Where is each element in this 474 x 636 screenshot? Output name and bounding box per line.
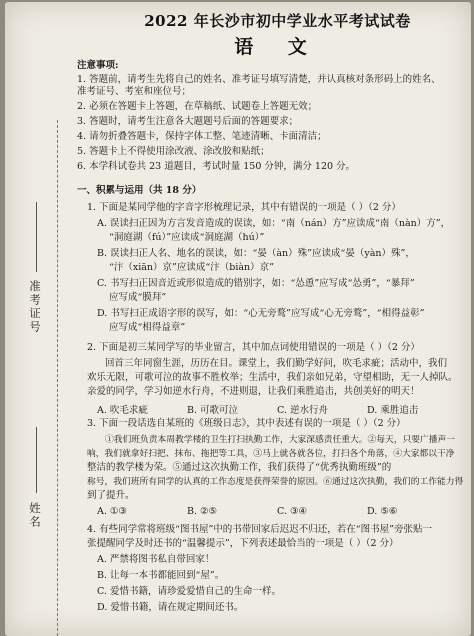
option-a-cont: “洞庭湖（fú）”应读成“洞庭湖（hú）”: [109, 232, 265, 243]
passage-line: ①我们班负责本周教学楼的卫生打扫执勤工作，大家深感责任重大。②每天，只要广播声一: [105, 435, 455, 445]
notice-line: 5. 答题卡上不得使用涂改液、涂改胶和贴纸；: [77, 146, 270, 157]
option-a: A. 误读扫正因为方言发音造成的误读，如：“南（nán）方”应读成“南（nàn）方”，: [97, 218, 451, 229]
passage-line: 亲爱的同学，学习如逆水行舟，不进则退，让我们乘胜追击，共创美好的明天！: [87, 386, 420, 397]
option-d: D. 乘胜追击: [367, 405, 419, 416]
exam-paper: [5, 2, 471, 636]
option-c: C. 爱惜书籍，请珍爱爱惜自己的生命一样。: [97, 586, 281, 597]
passage-line: 欢乐无限，可歌可泣的故事不胜枚举；生活中，我们亲如兄弟，守望相助，无一人掉队。: [87, 372, 458, 383]
notice-line: 6. 本学科试卷共 23 道题目，考试时量 150 分钟，满分 120 分。: [77, 161, 356, 172]
passage-line: 整洁的教学楼为荣。⑤通过这次执勤工作，我们获得了“优秀执勤班级”的: [87, 462, 392, 473]
question-stem: 3. 下面一段话选自某班的《班级日志》，其中表述有误的一项是（ ）（2 分）: [87, 418, 406, 429]
passage-line: 响，我们就拿好扫把、抹布、拖把等工具，③马上就各就各位，打扫各个角落，④大家都以干净: [87, 449, 455, 459]
passage-line: 到了提升。: [87, 490, 135, 501]
binding-line: [57, 120, 58, 636]
option-d: D. 爱惜书籍，请在规定期间还书。: [97, 602, 244, 613]
option-b: B. ②⑤: [187, 506, 218, 517]
name-field: [36, 427, 37, 493]
notice-heading: 注意事项:: [77, 60, 119, 71]
passage-line: 回首三年同窗生涯，历历在目。课堂上，我们勤学好问，吹毛求疵；活动中，我们: [105, 358, 448, 369]
exam-number-label: 准考证号: [28, 280, 42, 334]
notice-line: 4. 请勿折叠答题卡，保持字体工整、笔迹清晰、卡面清洁；: [77, 131, 327, 142]
question-stem: 4. 有些同学常将班级“图书屋”中的书带回家后迟迟不归还，若在“图书屋”旁张贴一: [87, 524, 433, 535]
option-d: D. 书写扫正成语字形的误写，如：“心无旁鹜”应写成“心无旁鹜”，“相得益彰”: [97, 308, 425, 319]
option-a: A. 严禁将图书私自带回家！: [97, 554, 215, 565]
option-c: C. 书写扫正因音近或形似造成的错别字，如：“怂恿”应写成“怂勇”，“暴拜”: [97, 278, 415, 289]
option-b: B. 误读扫正人名、地名的误读，如：“晏（àn）殊”应读成“晏（yàn）殊”，: [97, 248, 415, 259]
exam-title: 2022 年长沙市初中学业水平考试试卷: [144, 12, 411, 30]
question-stem-cont: 张提醒同学及时还书的“温馨提示”，下列表述最恰当的一项是（ ）（2 分）: [87, 538, 399, 549]
exam-number-field: [36, 202, 37, 272]
notice-line: 3. 答题时，请考生注意各大题题号后面的答题要求；: [77, 116, 299, 127]
option-b-cont: “汴（xiān）京”应读成“汴（biàn）京”: [109, 262, 275, 273]
option-a: A. 吹毛求疵: [97, 405, 148, 416]
option-d-cont: 应写成“相得益章”: [109, 322, 186, 333]
option-b: B. 可歌可泣: [187, 405, 239, 416]
option-c-cont: 应写成“膜拜”: [109, 292, 167, 303]
question-stem: 1. 下面是某同学他的字音字形梳理记录，其中有错误的一项是（ ）（2 分）: [87, 202, 401, 213]
option-c: C. ③④: [277, 506, 308, 517]
notice-line: 2. 必须在答题卡上答题，在草稿纸、试题卷上答题无效；: [77, 101, 318, 112]
question-stem: 2. 下面是初三某同学写的毕业留言，其中加点词使用错误的一项是（ ）（2 分）: [87, 342, 420, 353]
option-b: B. 让每一本书都能回到“屋”。: [97, 570, 225, 581]
passage-line: 称号，我们班所有同学的认真的工作态度是获得荣誉的原因。⑥通过这次执勤，我们的工作能力得: [87, 477, 464, 487]
name-label: 姓名: [28, 502, 42, 529]
option-d: D. ⑤⑥: [367, 506, 398, 517]
subject-title: 语 文: [234, 36, 321, 58]
notice-line: 准考证号、考室和座位号；: [77, 86, 192, 97]
notice-line: 1. 答题前，请考生先将自己的姓名、准考证号填写清楚，并认真核对条形码上的姓名、: [77, 74, 441, 85]
option-c: C. 逆水行舟: [277, 405, 328, 416]
option-a: A. ①③: [97, 506, 127, 517]
section-heading: 一、积累与运用（共 18 分）: [77, 185, 202, 196]
